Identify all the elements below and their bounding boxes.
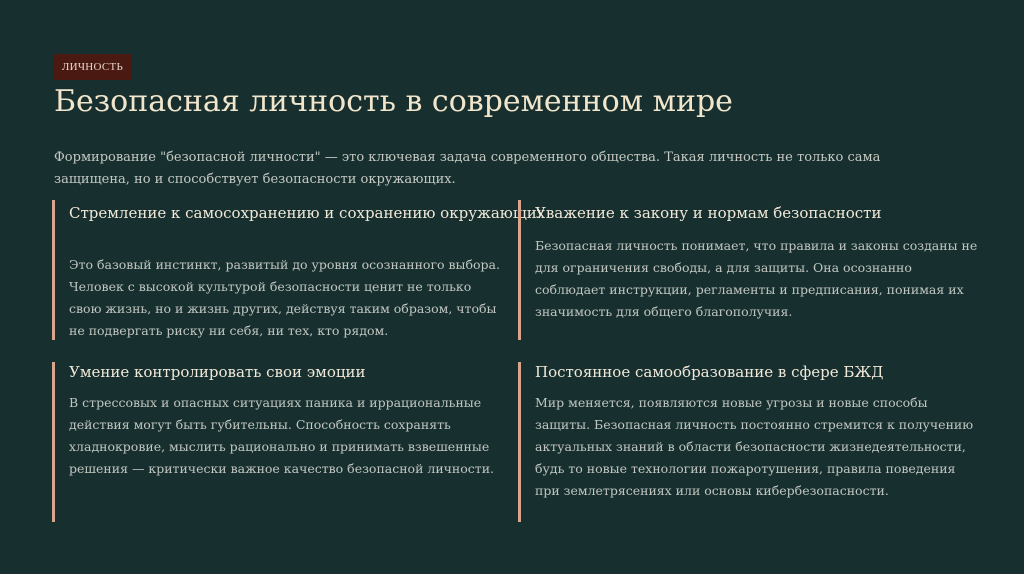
section-tag: ЛИЧНОСТЬ: [54, 54, 131, 80]
intro-paragraph: Формирование "безопасной личности" — это ключевая задача современного общества. Такая личность не только сама защищена, но и способствует безопасности окружающих.: [54, 150, 881, 187]
card-heading: Уважение к закону и нормам безопасности: [535, 204, 882, 222]
card-self-education: [518, 362, 978, 522]
card-text: Безопасная личность понимает, что правила и законы созданы не для ограничения свободы, а для защиты. Она осознанно соблюдает инструкции, регламенты и предписания, понимая их значимость для общего благополучия.: [535, 238, 978, 319]
card-respect-for-law: [518, 200, 978, 340]
card-heading: Стремление к самосохранению и сохранению окружающих: [69, 204, 546, 222]
card-text: Мир меняется, появляются новые угрозы и новые способы защиты. Безопасная личность постоянно стремится к получению актуальных знаний в области безопасности жизнедеятельности, будь то новые технологии пожаротушения, правила поведения при землетрясениях или основы кибербезопасности.: [535, 395, 974, 498]
card-emotion-control: [52, 362, 502, 522]
card-heading: Умение контролировать свои эмоции: [69, 363, 366, 381]
page-title: Безопасная личность в современном мире: [54, 84, 733, 119]
card-text: Это базовый инстинкт, развитый до уровня осознанного выбора. Человек с высокой культурой безопасности ценит не только свою жизнь, но и жизнь других, действуя таким образом, чтобы не подвергать риску ни себя, ни тех, кто рядом.: [69, 257, 500, 338]
card-heading: Постоянное самообразование в сфере БЖД: [535, 363, 884, 381]
card-self-preservation: [52, 200, 546, 340]
card-text: В стрессовых и опасных ситуациях паника и иррациональные действия могут быть губительны. Способность сохранять хладнокровие, мыслить рационально и принимать взвешенные решения — критически важное качество безопасной личности.: [69, 395, 495, 476]
